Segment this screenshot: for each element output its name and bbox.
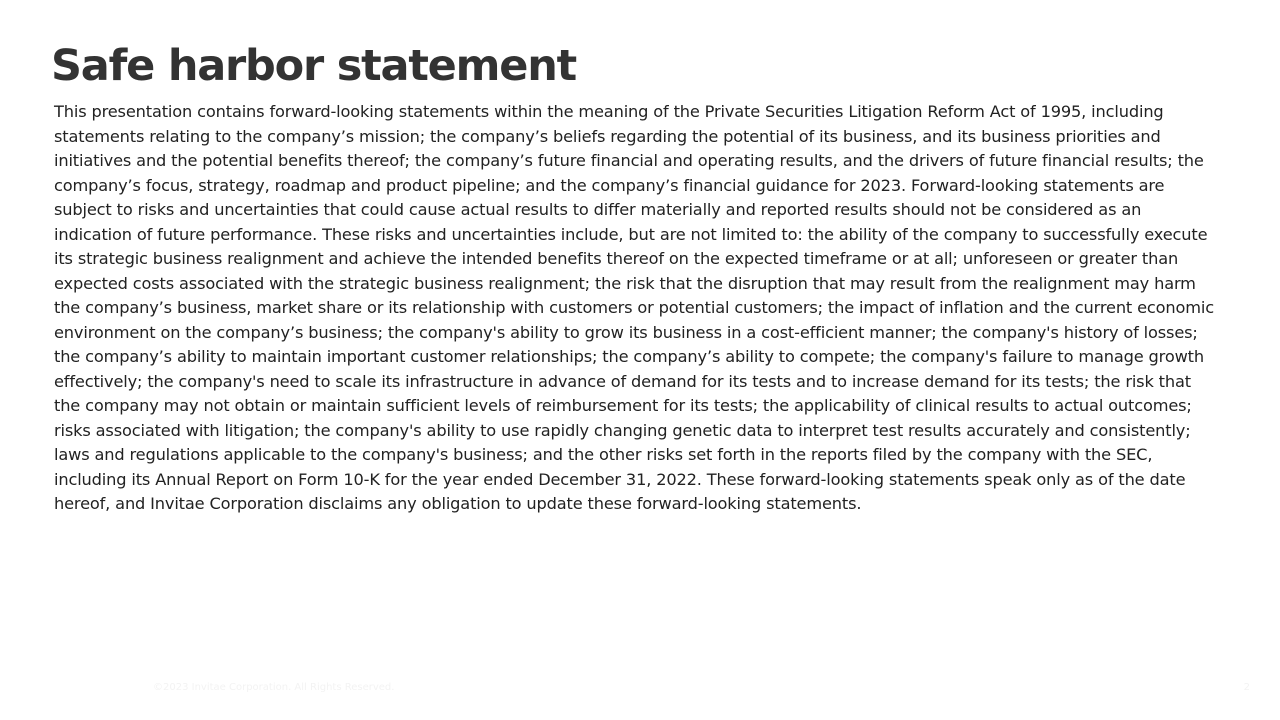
safe-harbor-body-text: This presentation contains forward-looking statements within the meaning of the Private Securities Litigation Reform Act of 1995, including statements relating to the company’s mission; the company’s beliefs regarding the potential of its business, and its business priorities and initiatives and the potential benefits thereof; the company’s future financial and operating results, and the drivers of future financial results; the company’s focus, strategy, roadmap and product pipeline; and the company’s financial guidance for 2023. Forward-looking statements are subject to risks and uncertainties that could cause actual results to differ materially and reported results should not be considered as an indication of future performance. These risks and uncertainties include, but are not limited to: the ability of the company to successfully execute its strategic business realignment and achieve the intended benefits thereof on the expected timeframe or at all; unforeseen or greater than expected costs associated with the strategic business realignment; the risk that the disruption that may result from the realignment may harm the company’s business, market share or its relationship with customers or potential customers; the impact of inflation and the current economic environment on the company’s business; the company's ability to grow its business in a cost-efficient manner; the company's history of losses; the company’s ability to maintain important customer relationships; the company’s ability to compete; the company's failure to manage growth effectively; the company's need to scale its infrastructure in advance of demand for its tests and to increase demand for its tests; the risk that the company may not obtain or maintain sufficient levels of reimbursement for its tests; the applicability of clinical results to actual outcomes; risks associated with litigation; the company's ability to use rapidly changing genetic data to interpret test results accurately and consistently; laws and regulations applicable to the company's business; and the other risks set forth in the reports filed by the company with the SEC, including its Annual Report on Form 10-K for the year ended December 31, 2022. These forward-looking statements speak only as of the date hereof, and Invitae Corporation disclaims any obligation to update these forward-looking statements. bbox=[54, 102, 1215, 513]
page-number: 2 bbox=[1243, 682, 1250, 693]
slide-title: Safe harbor statement bbox=[51, 41, 576, 91]
footer-copyright: ©2023 Invitae Corporation. All Rights Reserved. bbox=[153, 682, 395, 693]
